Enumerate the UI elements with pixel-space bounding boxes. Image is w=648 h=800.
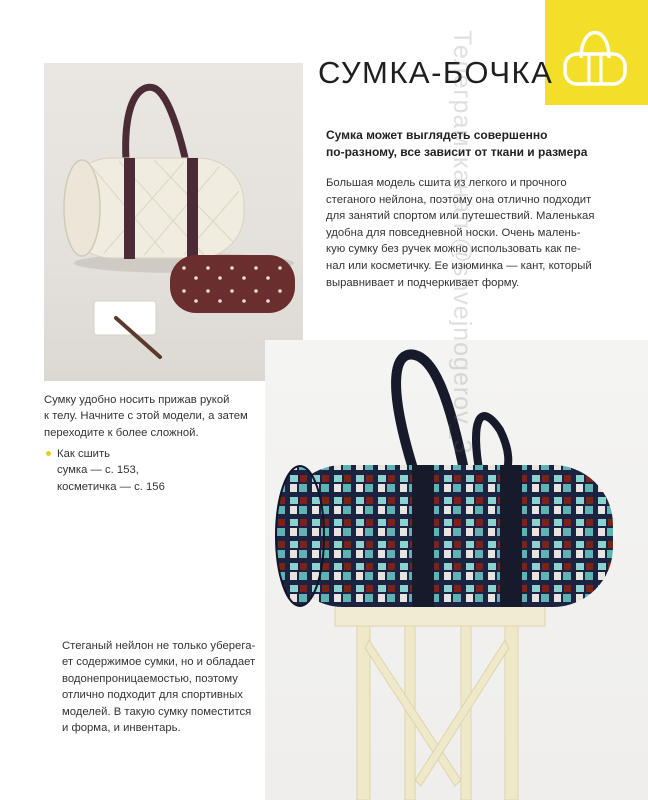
page-reference: косметичка — с. 156 [57,480,165,493]
bullet-icon [46,451,51,456]
body-line: нал или косметичку. Ее изюминка — кант, который [326,259,592,272]
lead-line: по-разному, все зависит от ткани и размера [326,145,588,159]
body-line: для занятий спортом или путешествий. Маленькая [326,210,595,223]
how-to-heading: Как сшить [57,448,111,460]
photo-caption-bottom [62,638,282,736]
caption-line: отлично подходит для спортивных [62,689,243,702]
photo-caption-top [44,392,274,441]
watermark-text: Телеграм-канал @shvejnogerov_3 [448,30,476,455]
caption-line: переходите к более сложной. [44,426,199,439]
page-reference: сумка — с. 153, [57,464,139,477]
body-line: кую сумку без ручек можно использовать как пе- [326,243,581,256]
photo-white-duffel-and-pouch [44,63,303,381]
duffel-bag-icon [559,14,631,92]
caption-line: ет содержимое сумки, но и обладает [62,656,256,669]
caption-line: моделей. В такую сумку поместится [62,705,252,718]
caption-line: водонепроницаемостью, поэтому [62,672,238,685]
section-tab [545,0,648,105]
caption-line: Стеганый нейлон не только уберега- [62,640,256,652]
page-title: СУМКА-БОЧКА [318,55,554,90]
lead-line: Сумка может выглядеть совершенно [326,128,548,142]
body-line: удобна для повседневной носки. Очень малень- [326,226,581,239]
body-line: стеганого нейлона, поэтому она отлично подходит [326,193,592,206]
caption-line: и форма, и инвентарь. [62,722,181,735]
caption-line: к телу. Начните с этой модели, а затем [44,410,248,423]
body-line: выравнивает и подчеркивает форму. [326,276,520,289]
caption-line: Сумку удобно носить прижав рукой [44,394,230,406]
body-line: Большая модель сшита из легкого и прочного [326,177,567,189]
